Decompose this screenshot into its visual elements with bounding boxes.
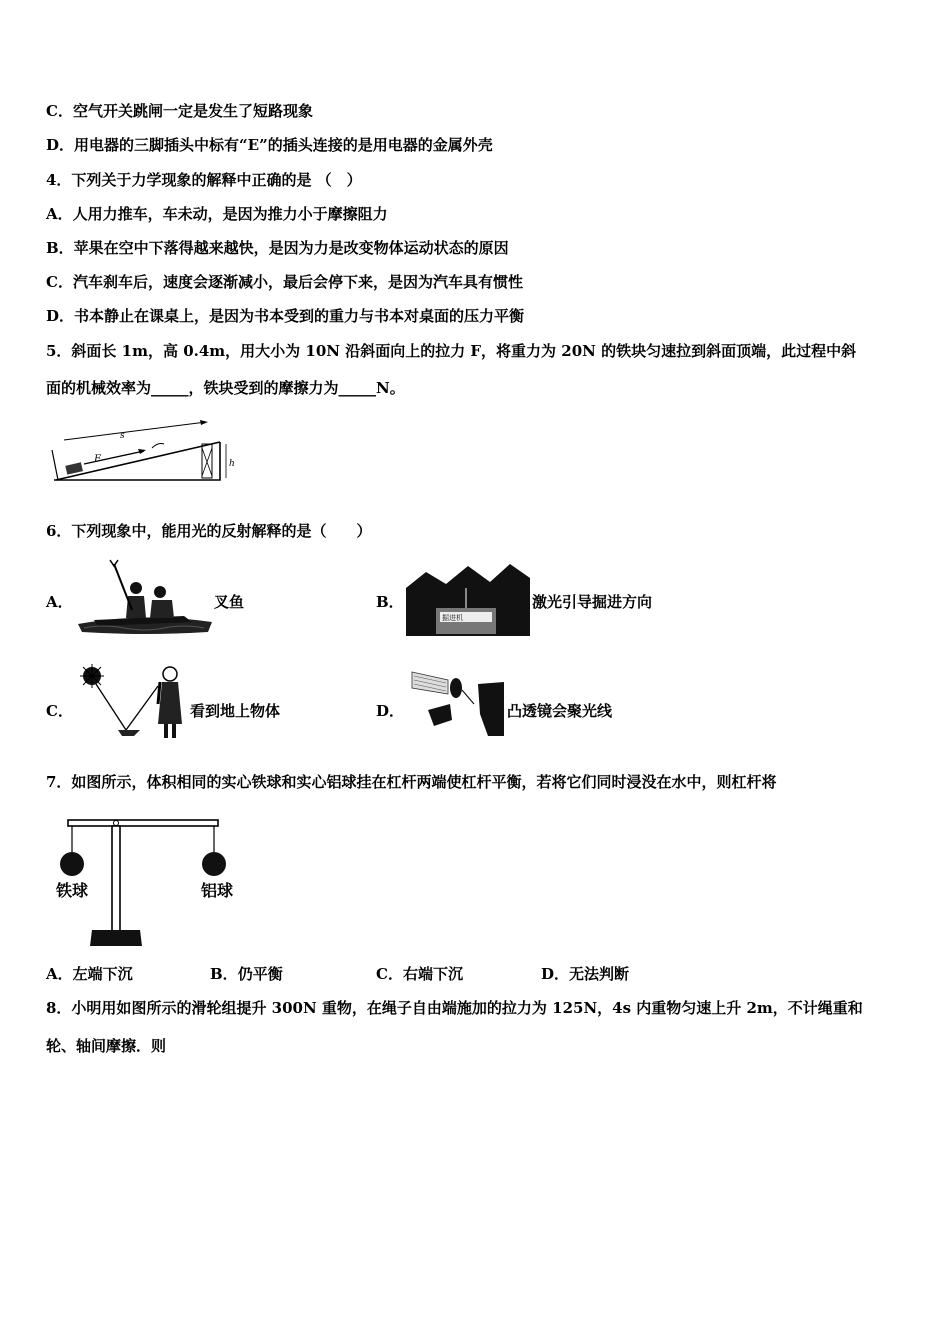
incline-label-s: s — [120, 431, 125, 441]
q7-option-c-text: 右端下沉 — [402, 965, 463, 983]
q7-option-d — [541, 964, 629, 984]
q7-option-c-letter: C． — [376, 965, 403, 983]
q6-option-d-text: 凸透镜会聚光线 — [507, 702, 613, 720]
lever-label-iron-ball: 铁球 — [56, 881, 89, 900]
q3-option-c: C．空气开关跳闸一定是发生了短路现象 — [46, 102, 313, 120]
q7-stem: 7．如图所示，体积相同的实心铁球和实心铝球挂在杠杆两端使杠杆平衡，若将它们同时浸没在水中，则杠杆将 — [46, 773, 777, 791]
q4-stem: 4．下列关于力学现象的解释中正确的是 （ ） — [46, 171, 362, 189]
incline-diagram — [48, 418, 238, 494]
q7-option-a — [46, 964, 133, 984]
q4-option-c: C．汽车刹车后，速度会逐渐减小，最后会停下来，是因为汽车具有惯性 — [46, 273, 523, 291]
q7-option-b — [210, 964, 283, 984]
q6-option-d-letter: D． — [376, 702, 405, 720]
q6-option-b-text: 激光引导掘进方向 — [532, 593, 653, 611]
incline-label-h: h — [229, 459, 235, 469]
q4-option-d: D．书本静止在课桌上，是因为书本受到的重力与书本对桌面的压力平衡 — [46, 307, 525, 325]
tunnel-machine-sign: 掘进机 — [442, 614, 463, 622]
q6-option-a-text: 叉鱼 — [214, 593, 245, 611]
see-object-reflection-image — [74, 664, 190, 740]
q4-option-a: A．人用力推车，车未动，是因为推力小于摩擦阻力 — [46, 205, 388, 223]
q7-option-d-letter: D． — [541, 965, 570, 983]
q6-option-a-letter: A． — [46, 593, 73, 611]
q4-option-b: B．苹果在空中下落得越来越快，是因为力是改变物体运动状态的原因 — [46, 239, 509, 257]
spear-fishing-image — [74, 558, 214, 636]
q7-option-a-letter: A． — [46, 965, 73, 983]
q7-option-b-text: 仍平衡 — [237, 965, 283, 983]
q5-stem-line2: 面的机械效率为_____，铁块受到的摩擦力为_____N。 — [46, 379, 405, 397]
q6-option-c-text: 看到地上物体 — [190, 702, 281, 720]
q6-stem: 6．下列现象中，能用光的反射解释的是（ ） — [46, 522, 372, 540]
q7-option-b-letter: B． — [210, 965, 238, 983]
lens-focus-image — [404, 664, 508, 740]
q6-option-b-letter: B． — [376, 593, 404, 611]
q8-stem-line2: 轮、轴间摩擦．则 — [46, 1037, 167, 1055]
lever-label-aluminum-ball: 铝球 — [201, 881, 234, 900]
q7-option-a-text: 左端下沉 — [72, 965, 133, 983]
tunnel-laser-image — [406, 558, 530, 636]
q7-option-d-text: 无法判断 — [569, 965, 630, 983]
q7-option-c — [376, 964, 463, 984]
incline-label-f: F — [94, 454, 101, 465]
q6-option-c-letter: C． — [46, 702, 73, 720]
q3-option-d: D．用电器的三脚插头中标有“E”的插头连接的是用电器的金属外壳 — [46, 136, 493, 154]
q5-stem-line1: 5．斜面长 1m，高 0.4m，用大小为 10N 沿斜面向上的拉力 F，将重力为 20N 的铁块匀速拉到斜面顶端，此过程中斜 — [46, 342, 857, 360]
q8-stem-line1: 8．小明用如图所示的滑轮组提升 300N 重物，在绳子自由端施加的拉力为 125N，4s 内重物匀速上升 2m，不计绳重和 — [46, 999, 863, 1017]
